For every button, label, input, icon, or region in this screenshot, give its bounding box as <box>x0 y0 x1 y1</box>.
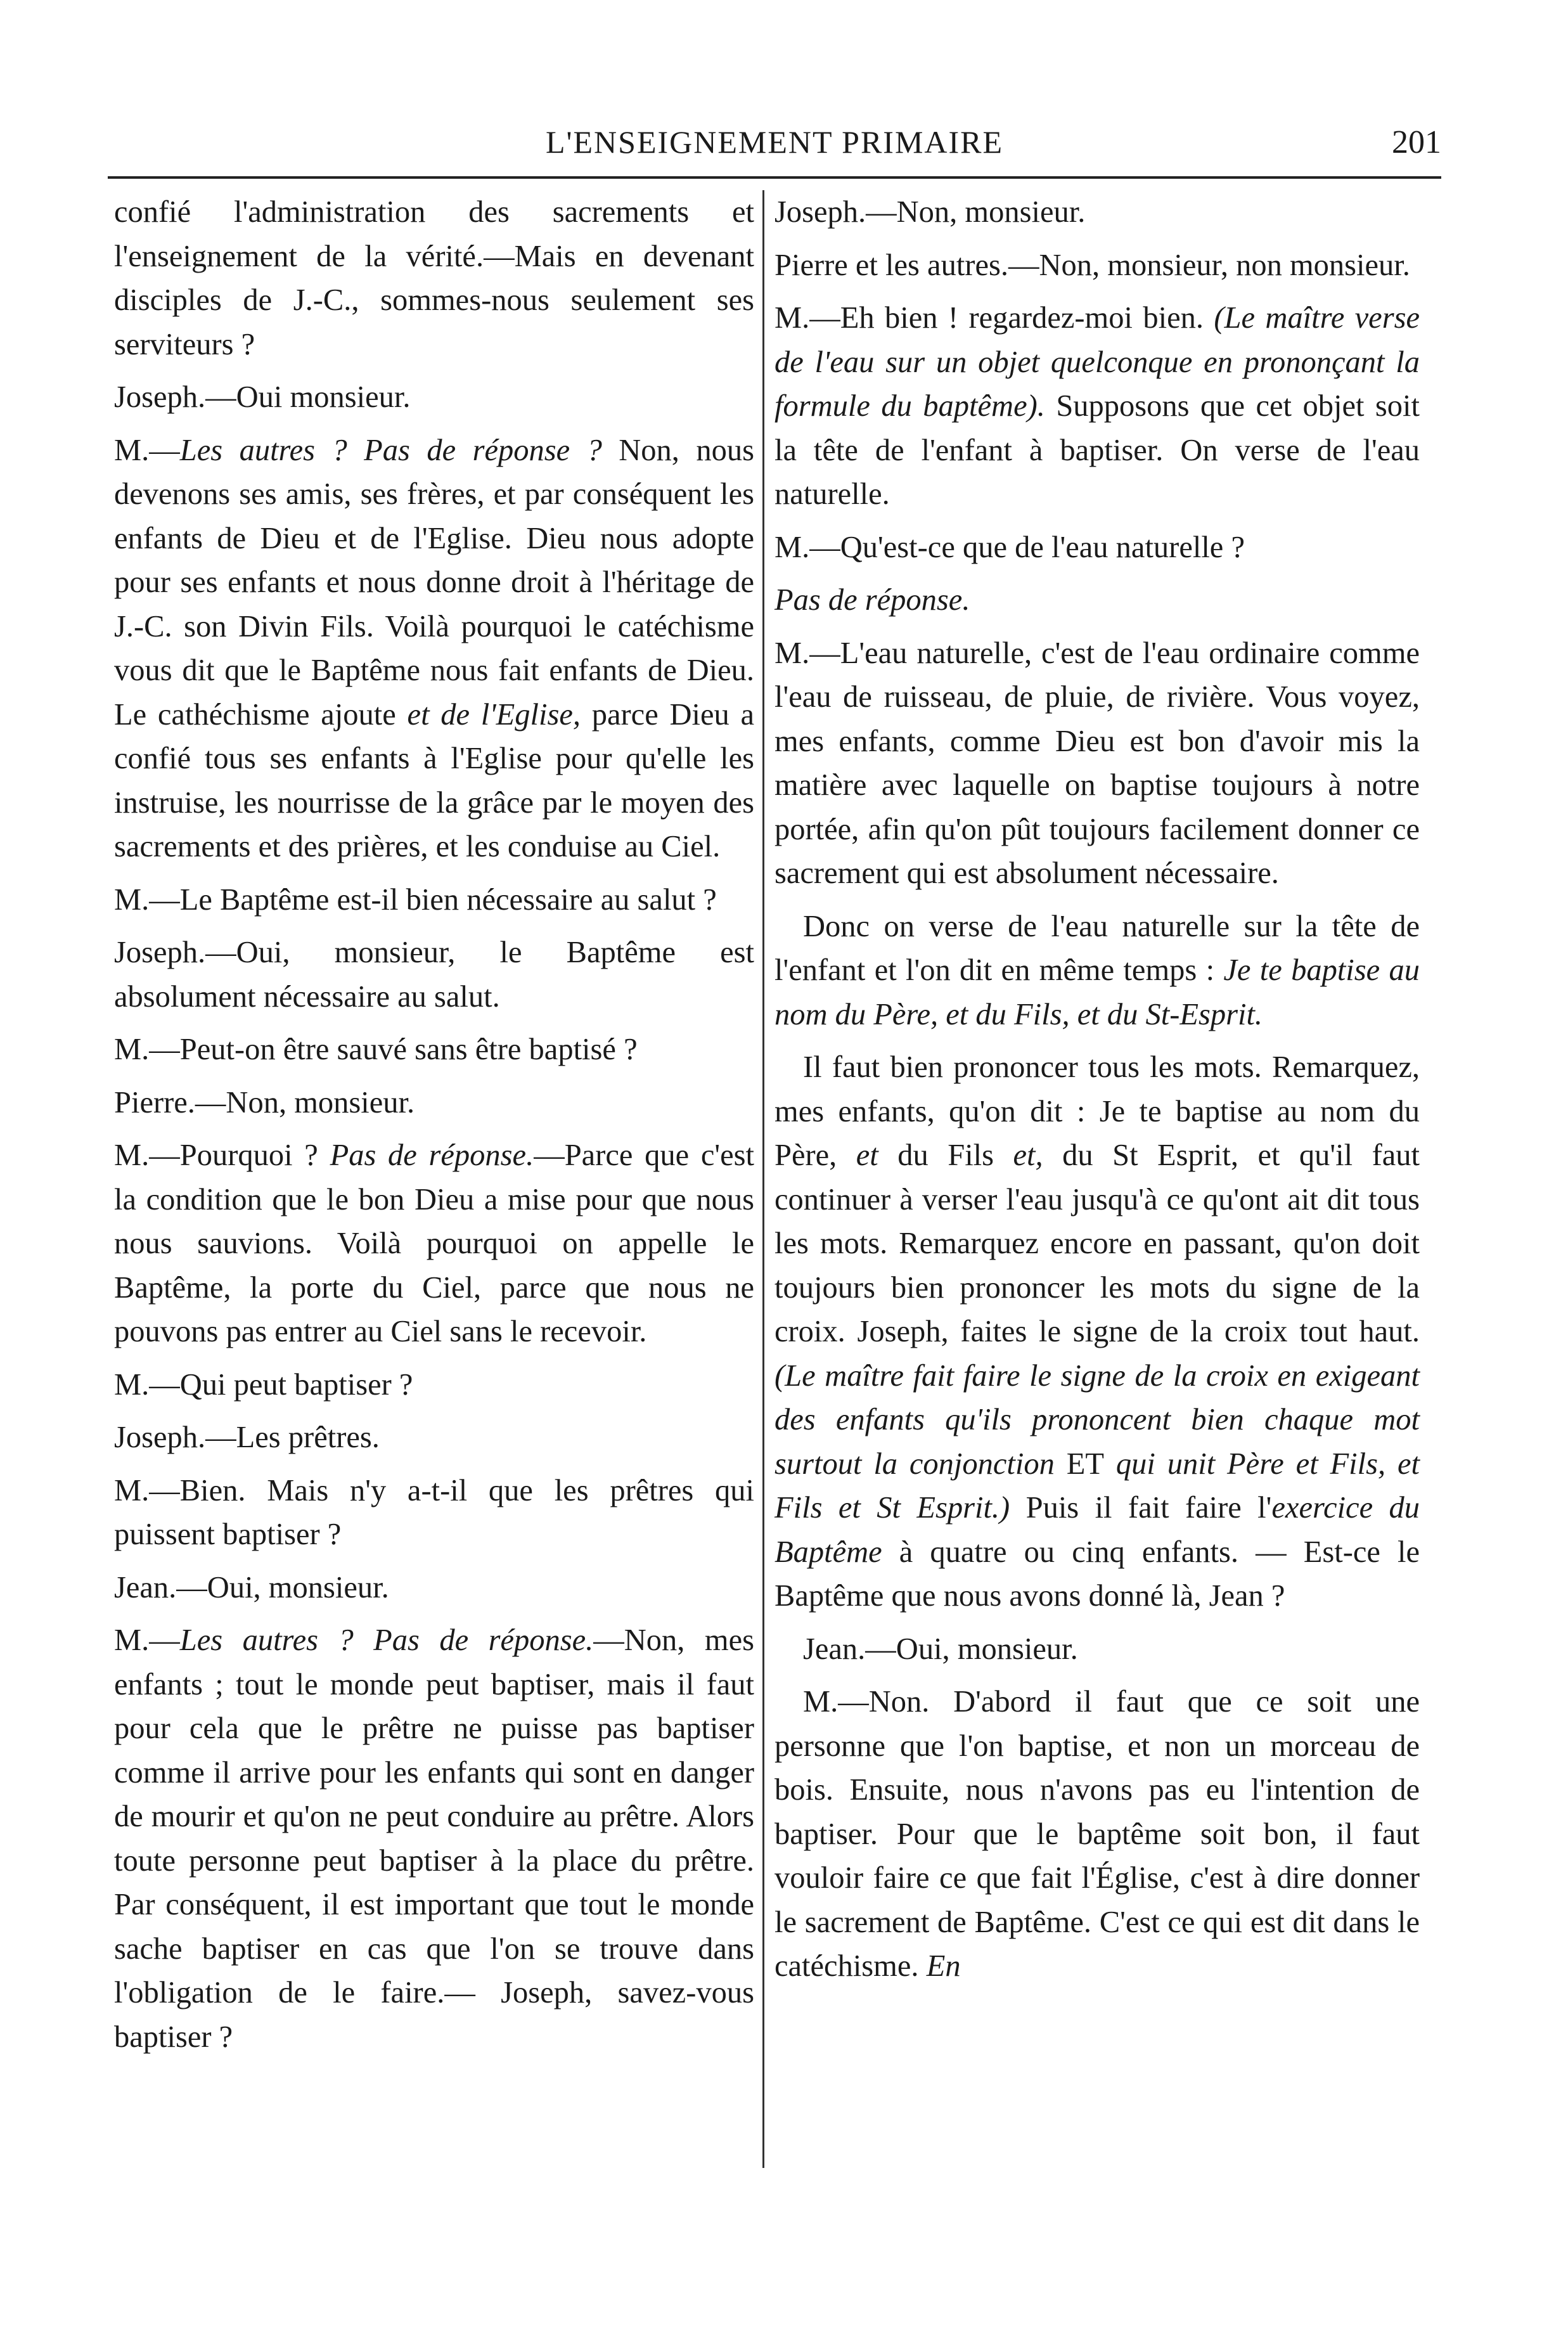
page-header <box>108 117 1441 168</box>
paragraph: Jean.—Oui, monsieur. <box>114 1570 389 1604</box>
italic-text: (Le maître verse de l'eau sur un objet quelconque en prononçant la formule du baptême). <box>774 301 1420 423</box>
paragraph: M.—Peut-on être sauvé sans être baptisé ? <box>114 1033 638 1066</box>
text-run: du Fils <box>878 1139 1013 1172</box>
text-run: Puis il fait faire l' <box>1010 1491 1272 1525</box>
text-run: M.—Non. D'abord il faut que ce soit une personne que l'on baptise, et non un morceau de bois. Ensuite, nous n'avons pas eu l'intention de baptiser. Pour que le baptême soit bon, il faut vouloir faire ce que fait l'Église, c'est à dire donner le sacrement de Baptême. C'est ce qui est dit dans le catéchisme. <box>774 1685 1420 1983</box>
paragraph <box>774 1045 1420 1618</box>
paragraph: M.—Qu'est-ce que de l'eau naturelle ? <box>774 530 1245 564</box>
header-rule <box>108 176 1441 179</box>
paragraph: Jean.—Oui, monsieur. <box>803 1632 1078 1666</box>
running-title: L'ENSEIGNEMENT PRIMAIRE <box>545 124 1004 160</box>
paragraph <box>114 429 754 869</box>
italic-text: Les autres ? Pas de réponse. <box>179 1623 594 1657</box>
italic-text: et de l'Eglise, <box>407 697 581 732</box>
text-run: Supposons que cet objet soit la tête de l'enfant à baptiser. On verse de l'eau naturelle. <box>774 389 1420 511</box>
italic-text: Pas de réponse. <box>330 1139 534 1172</box>
italic-text: et, <box>1013 1139 1043 1172</box>
paragraph: M.—L'eau naturelle, c'est de l'eau ordinaire comme l'eau de ruisseau, de pluie, de rivière. Vous voyez, mes enfants, comme Dieu est bon d'avoir mis la matière avec laquelle on baptise toujours à notre portée, afin qu'on pût toujours facilement donner ce sacrement qui est absolument nécessaire. <box>774 636 1420 890</box>
paragraph: Pierre et les autres.—Non, monsieur, non monsieur. <box>774 248 1410 282</box>
italic-text: qui unit Père et Fils, et Fils et St Esprit.) <box>774 1447 1420 1525</box>
text-run: M.— <box>114 1623 180 1657</box>
text-run: Non, nous devenons ses amis, ses frères, et par conséquent les enfants de Dieu et de l'Eglise. Dieu nous adopte pour ses enfants et nous donne droit à l'héritage de J.-C. son Divin Fils. Voilà pourquoi le catéchisme vous dit que le Baptême nous fait enfants de Dieu. Le cathéchisme ajoute <box>114 433 754 732</box>
column-divider <box>762 190 764 2168</box>
page-number: 201 <box>1392 124 1441 160</box>
text-run: M.—Eh bien ! regardez-moi bien. <box>774 301 1214 335</box>
paragraph <box>774 1680 1420 1989</box>
italic-text: et <box>856 1139 878 1172</box>
paragraph <box>774 905 1420 1037</box>
paragraph: Joseph.—Oui monsieur. <box>114 380 411 414</box>
paragraph: Joseph.—Non, monsieur. <box>774 195 1086 229</box>
text-run: —Non, mes enfants ; tout le monde peut baptiser, mais il faut pour cela que le prêtre ne puisse pas baptiser comme il arrive pour les enfants qui sont en danger de mourir et qu'on ne peut conduire au prêtre. Alors toute personne peut baptiser à la place du prêtre. Par conséquent, il est important que tout le monde sache baptiser en cas que l'on se trouve dans l'obligation de le faire.— Joseph, savez-vous baptiser ? <box>114 1623 755 2054</box>
text-run: M.— <box>114 433 180 467</box>
text-run: M.—Pourquoi ? <box>114 1139 330 1172</box>
right-column <box>774 190 1420 1989</box>
italic-text: Je te baptise au nom du Père, et du Fils, et du St-Esprit. <box>774 953 1420 1031</box>
left-column <box>114 190 754 2059</box>
text-run: Donc on verse de l'eau naturelle sur la tête de l'enfant et l'on dit en même temps : <box>774 909 1420 987</box>
paragraph <box>774 296 1420 517</box>
paragraph <box>114 1133 754 1354</box>
text-run: ET <box>1066 1447 1105 1481</box>
text-run: —Parce que c'est la condition que le bon Dieu a mise pour que nous nous sauvions. Voilà pourquoi on appelle le Baptême, la porte du Ciel, parce que nous ne pouvons pas entrer au Ciel sans le recevoir. <box>114 1139 755 1348</box>
italic-text: (Le maître fait faire le signe de la croix en exigeant des enfants qu'ils prononcent bien chaque mot surtout la conjonction <box>774 1358 1420 1481</box>
paragraph: M.—Qui peut baptiser ? <box>114 1367 413 1402</box>
paragraph: M.—Bien. Mais n'y a-t-il que les prêtres qui puissent baptiser ? <box>114 1473 754 1551</box>
text-run: parce Dieu a confié tous ses enfants à l'Eglise pour qu'elle les instruise, les nourrisse de la grâce par le moyen des sacrements et des prières, et les conduise au Ciel. <box>114 697 754 863</box>
paragraph: confié l'administration des sacrements et l'enseignement de la vérité.—Mais en devenant disciples de J.-C., sommes-nous seulement ses serviteurs ? <box>114 195 754 361</box>
text-run: du St Esprit, et qu'il faut continuer à verser l'eau jusqu'à ce qu'ont ait dit tous les mots. Remarquez encore en passant, qu'on doit toujours bien prononcer les mots du signe de la croix. Joseph, faites le signe de la croix tout haut. <box>774 1139 1420 1348</box>
italic-text: En <box>926 1949 961 1983</box>
paragraph: M.—Le Baptême est-il bien nécessaire au salut ? <box>114 882 717 917</box>
paragraph <box>114 1618 754 2059</box>
italic-text: exercice du Baptême <box>774 1491 1420 1569</box>
text-run: Il faut bien prononcer tous les mots. Remarquez, mes enfants, qu'on dit : Je te baptise au nom du Père, <box>774 1050 1420 1172</box>
paragraph: Joseph.—Les prêtres. <box>114 1421 380 1454</box>
text-run: à quatre ou cinq enfants. — Est-ce le Baptême que nous avons donné là, Jean ? <box>774 1535 1420 1613</box>
italic-text: Les autres ? Pas de réponse ? <box>179 433 602 467</box>
paragraph: Joseph.—Oui, monsieur, le Baptême est absolument nécessaire au salut. <box>114 936 754 1014</box>
paragraph: Pierre.—Non, monsieur. <box>114 1085 415 1119</box>
paragraph: Pas de réponse. <box>774 583 970 617</box>
